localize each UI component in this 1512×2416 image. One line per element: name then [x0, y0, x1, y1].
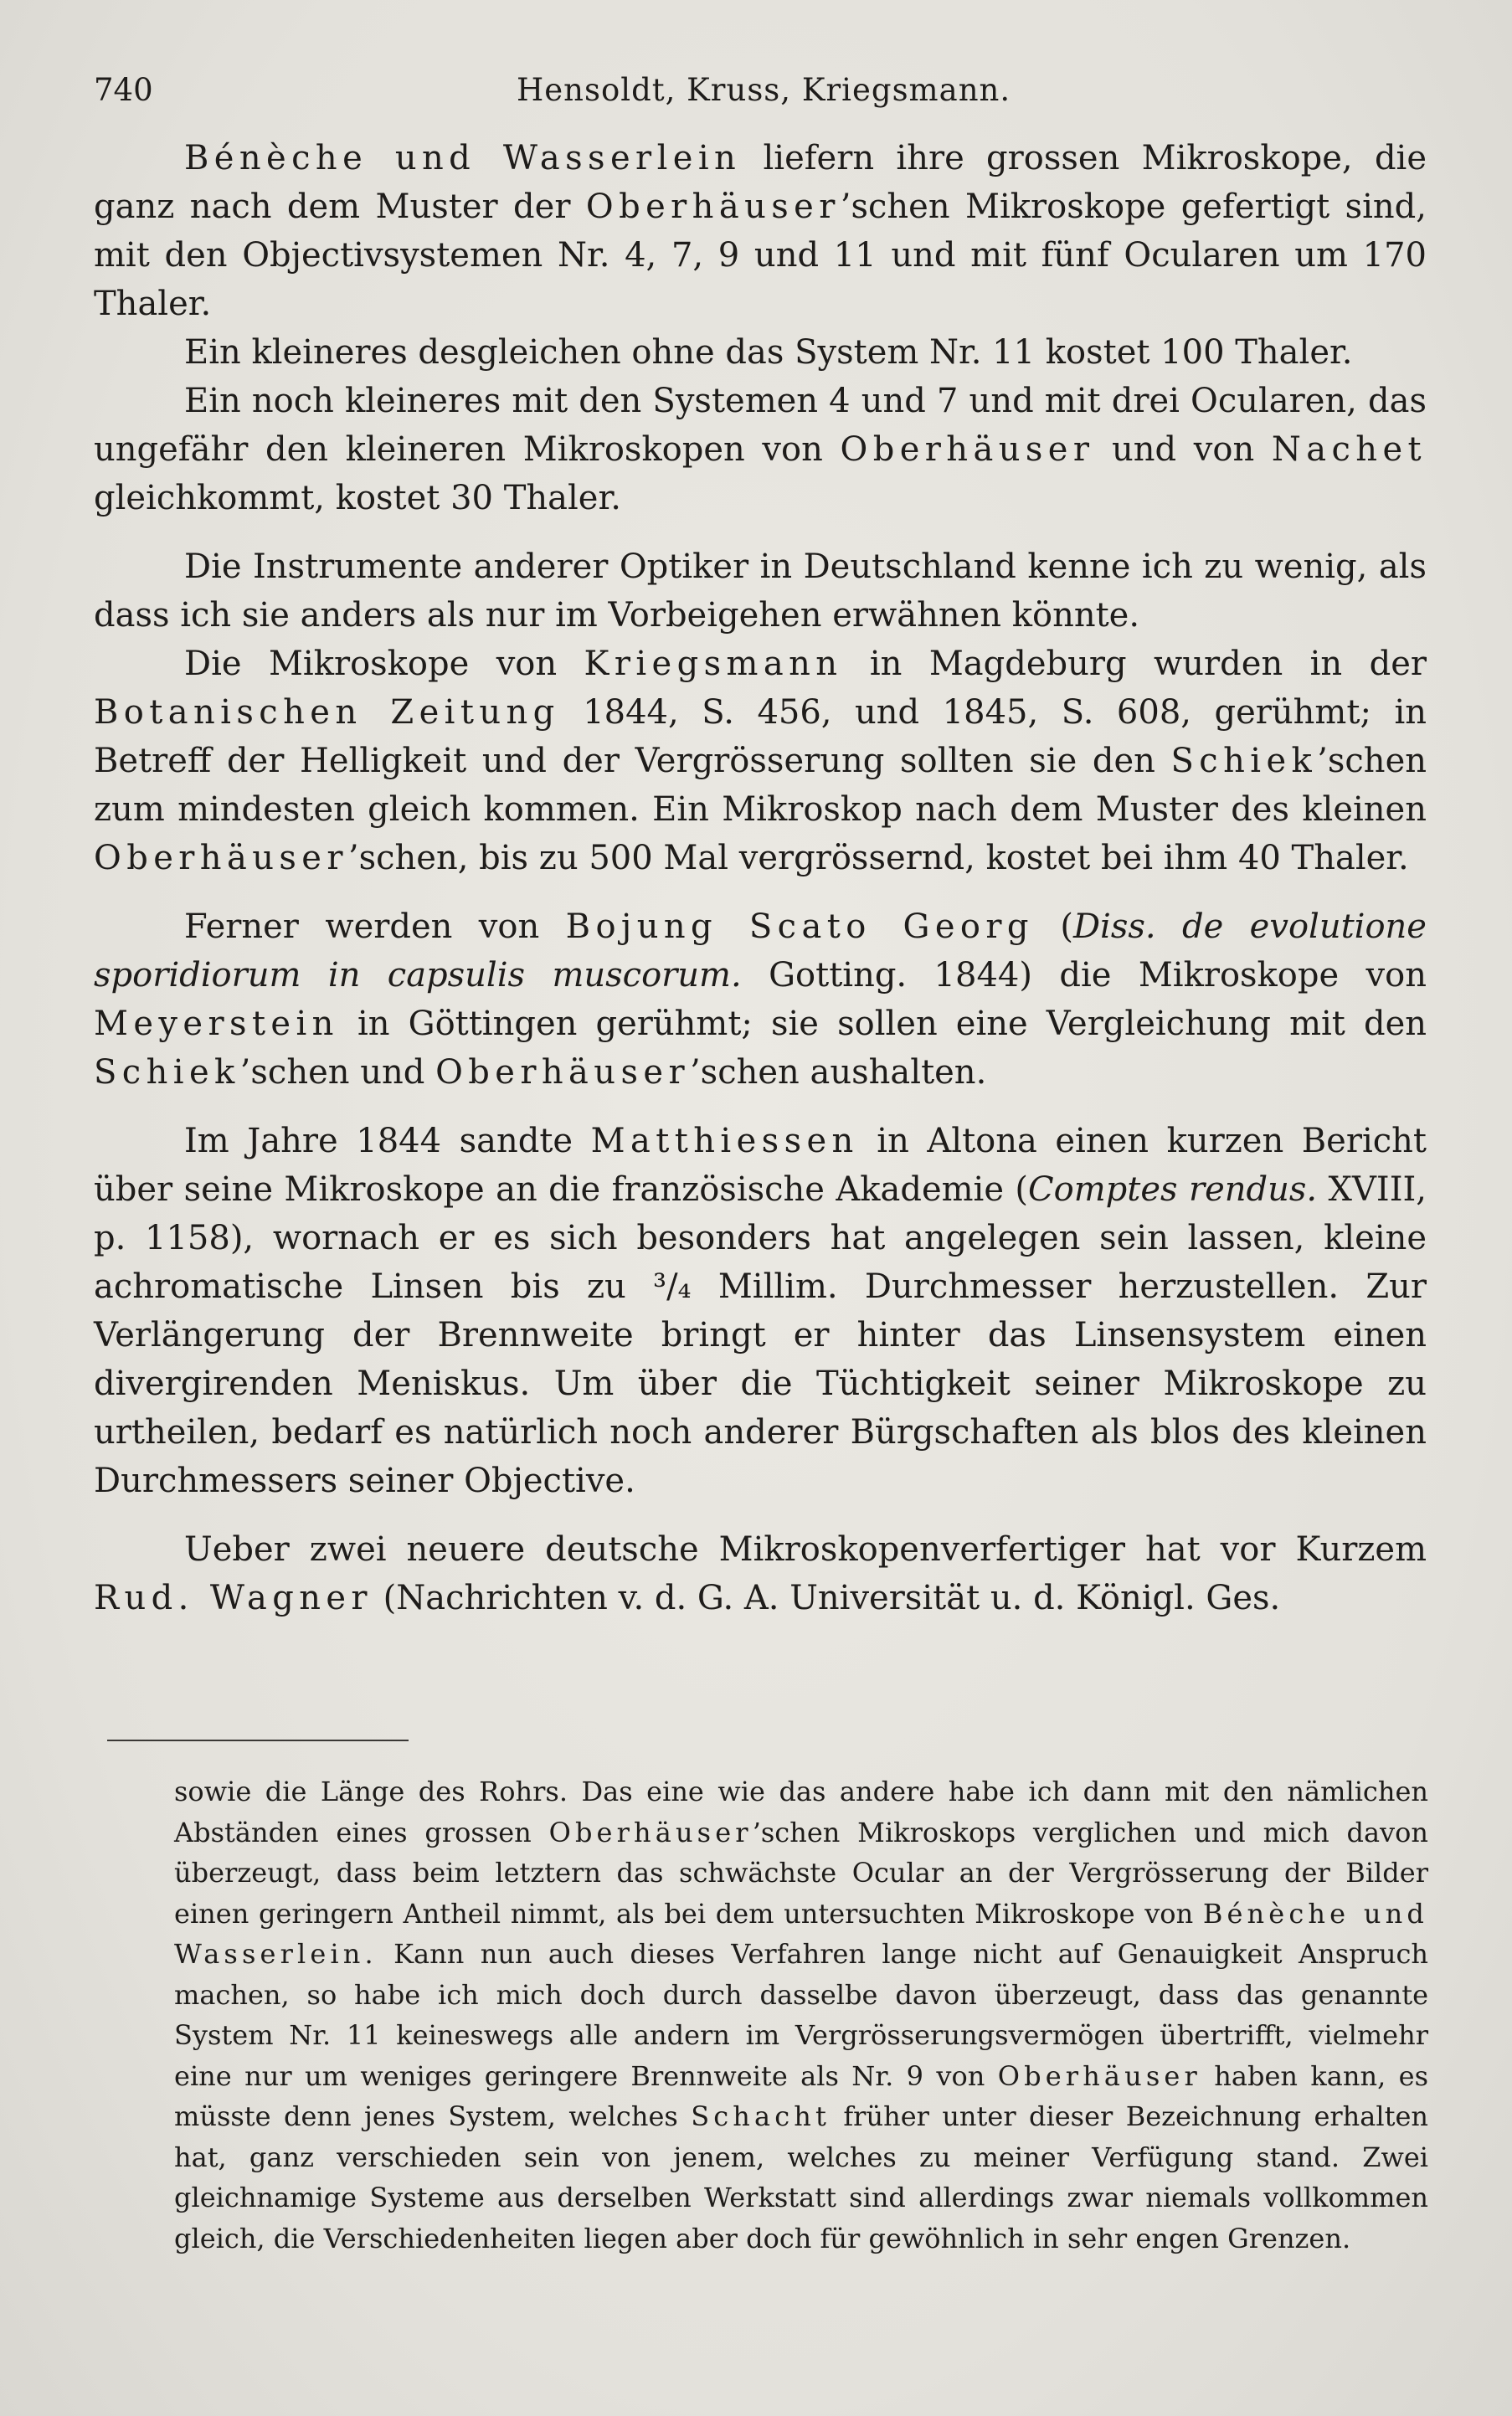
paragraph-beneche: [94, 134, 1427, 328]
text-run: haben kann, es müsste denn jenes System, welches: [174, 2059, 1429, 2132]
text-run: Millim. Durchmesser herzustellen. Zur Verlängerung der Brennweite bringt er hinter das Linsensystem einen divergirenden Meniskus. Um über die Tüchtigkeit seiner Mikroskope zu urtheilen, bedarf es natürlich noch anderer Bürgschaften als blos des kleinen Durchmessers seiner Objective.: [94, 1267, 1427, 1500]
text-run: früher unter dieser Bezeichnung erhalten hat, ganz verschieden sein von jenem, welches zu meiner Verfügung stand. Zwei gleichnamige Systeme aus derselben Werkstatt sind allerdings zwar niemals vollkommen gleich, die Verschiedenheiten liegen aber doch für gewöhnlich in sehr engen Grenzen.: [174, 2100, 1428, 2254]
paragraph-kleineres: [94, 328, 1427, 377]
page-number: 740: [94, 72, 153, 108]
page-header: [94, 65, 1433, 116]
text-run: in Altona einen kurzen Bericht über seine Mikroskope an die französische Akademie (: [94, 1122, 1427, 1209]
text-run: ’schen aushalten.: [689, 1053, 987, 1092]
text-run: in Magdeburg wurden in der: [842, 645, 1427, 683]
italic-title: Diss. de evolutione sporidiorum in capsulis muscorum.: [94, 907, 1427, 995]
text-run: Ein noch kleineres mit den Systemen 4 und 7 und mit drei Ocularen, das ungefähr den kleineren Mikroskopen von: [94, 382, 1427, 469]
name-emphasis: Oberhäuser: [840, 430, 1095, 469]
paragraph-ueber-zwei: [94, 1525, 1427, 1622]
main-text: [94, 134, 1427, 1622]
text-run: Gotting. 1844) die Mikroskope von: [741, 956, 1427, 995]
text-run: (: [1033, 907, 1073, 946]
footnote-divider: [107, 1740, 409, 1741]
running-title: Hensoldt, Kruss, Kriegsmann.: [517, 72, 1011, 108]
text-run: Ferner werden von: [184, 907, 566, 946]
footnote-paragraph: [174, 1771, 1428, 2259]
text-run: ’schen zum mindesten gleich kommen. Ein Mikroskop nach dem Muster des kleinen: [94, 742, 1427, 829]
name-emphasis: Schiek: [94, 1053, 240, 1092]
name-emphasis: Rud. Wagner: [94, 1579, 373, 1617]
text-run: XVIII, p. 1158), wornach er es sich besonders hat angelegen sein lassen, kleine achromatische Linsen bis zu: [94, 1170, 1427, 1306]
text-run: ’schen, bis zu 500 Mal vergrössernd, kostet bei ihm 40 Thaler.: [347, 839, 1409, 877]
name-emphasis: Schiek: [1170, 742, 1318, 780]
name-emphasis: Bénèche und Wasserlein.: [174, 1897, 1428, 1970]
text-run: Im Jahre 1844 sandte: [184, 1122, 591, 1160]
text-run: in Göttingen gerühmt; sie sollen eine Vergleichung mit den: [338, 1005, 1427, 1043]
name-emphasis: Bojung Scato Georg: [565, 907, 1034, 946]
text-run: und von: [1094, 430, 1272, 469]
text-run: sowie die Länge des Rohrs. Das eine wie das andere habe ich dann mit den nämlichen Abständen eines grossen: [174, 1776, 1428, 1848]
text-run: Ueber zwei neuere deutsche Mikroskopenverfertiger hat vor Kurzem: [184, 1530, 1427, 1569]
paragraph-matthiessen: [94, 1117, 1427, 1505]
text-run: Ein kleineres desgleichen ohne das System Nr. 11 kostet 100 Thaler.: [184, 333, 1353, 372]
text-run: Kann nun auch dieses Verfahren lange nicht auf Genauigkeit Anspruch machen, so habe ich mich doch durch dasselbe davon überzeugt, dass das genannte System Nr. 11 keineswegs alle andern im Vergrösserungsvermögen übertrifft, vielmehr eine nur um weniges geringere Brennweite als Nr. 9 von: [174, 1938, 1428, 2092]
text-run: gleichkommt, kostet 30 Thaler.: [94, 479, 621, 517]
name-emphasis: Nachet: [1271, 430, 1427, 469]
name-emphasis: Matthiessen: [590, 1122, 859, 1160]
text-run: Die Mikroskope von: [184, 645, 584, 683]
text-run: (Nachrichten v. d. G. A. Universität u. d. Königl. Ges.: [372, 1579, 1281, 1617]
name-emphasis: Botanischen Zeitung: [94, 693, 560, 732]
footnote: [174, 1771, 1428, 2259]
name-emphasis: Meyerstein: [94, 1005, 339, 1043]
name-emphasis: Oberhäuser: [94, 839, 348, 877]
text-run: ’schen Mikroskope gefertigt sind, mit den Objectivsystemen Nr. 4, 7, 9 und 11 und mit fünf Ocularen um 170 Thaler.: [94, 188, 1427, 323]
paragraph-noch-kleineres: [94, 377, 1427, 522]
name-emphasis: Kriegsmann: [584, 645, 843, 683]
name-emphasis: Oberhäuser: [585, 188, 841, 226]
text-run: 1844, S. 456, und 1845, S. 608, gerühmt; in Betreff der Helligkeit und der Vergrösserung sollten sie den: [94, 693, 1427, 780]
name-emphasis: Oberhäuser: [435, 1053, 690, 1092]
text-run: Die Instrumente anderer Optiker in Deutschland kenne ich zu wenig, als dass ich sie anders als nur im Vorbeigehen erwähnen könnte.: [94, 547, 1427, 635]
paragraph-bojung: [94, 902, 1427, 1097]
fraction: ³/₄: [653, 1267, 692, 1306]
text-run: liefern ihre grossen Mikroskope, die ganz nach dem Muster der: [94, 139, 1427, 226]
text-run: ’schen und: [239, 1053, 436, 1092]
name-emphasis: Oberhäuser: [548, 1816, 753, 1848]
name-emphasis: Schacht: [691, 2100, 831, 2132]
name-emphasis: Oberhäuser: [997, 2059, 1201, 2092]
italic-title: Comptes rendus.: [1028, 1170, 1318, 1209]
name-emphasis: Bénèche und Wasserlein: [184, 139, 742, 177]
paragraph-kriegsmann: [94, 640, 1427, 882]
text-run: ’schen Mikroskops verglichen und mich davon überzeugt, dass beim letztern das schwächste Ocular an der Vergrösserung der Bilder einen geringern Antheil nimmt, als bei dem untersuchten Mikroskope von: [174, 1816, 1429, 1930]
paragraph-instrumente: [94, 542, 1427, 640]
